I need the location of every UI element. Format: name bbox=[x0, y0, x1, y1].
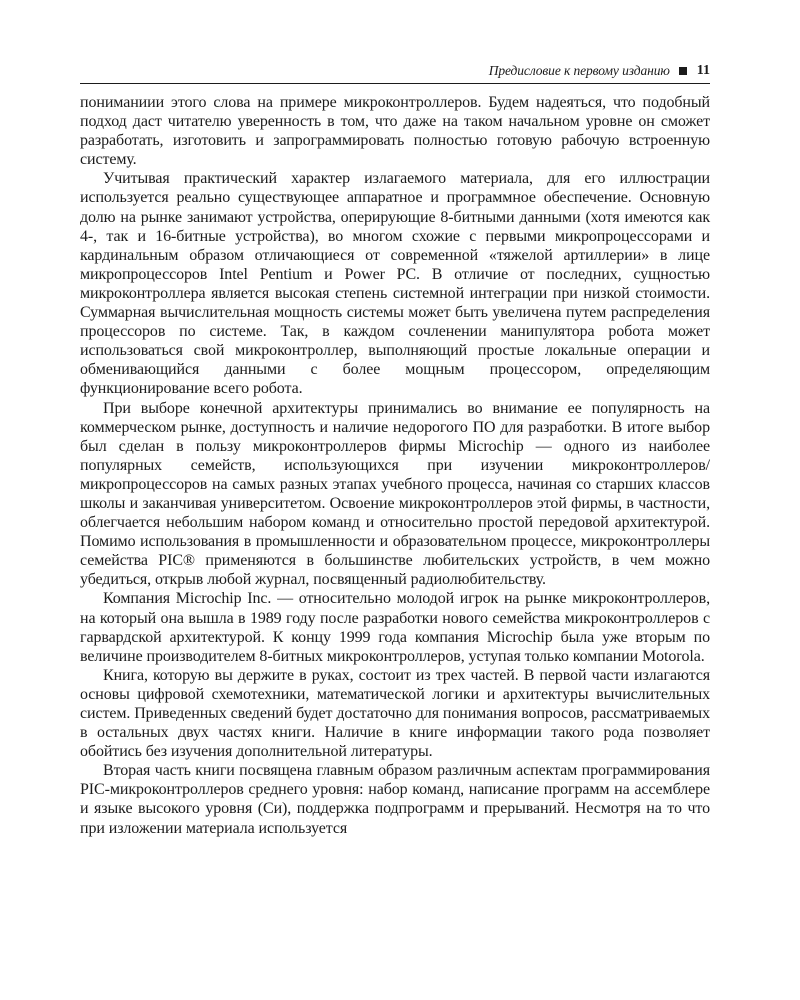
paragraph: Компания Microchip Inc. — относительно молодой игрок на рынке микроконтроллеров, на который она вышла в 1989 году после разработки нового семейства микроконтроллеров с гарвардской архитектурой. К концу 1999 года компания Microchip была уже вторым по величине производителем 8-битных микроконтроллеров, уступая только компании Motorola. bbox=[80, 590, 710, 665]
page-number: 11 bbox=[696, 63, 710, 78]
header-rule bbox=[80, 83, 710, 84]
paragraph: Учитывая практический характер излагаемого материала, для его иллюстрации используется реально существующее аппаратное и программное обеспечение. Основную долю на рынке занимают устройства, оперирующие 8-битными данными (хотя имеются как 4-, так и 16-битные устройства), во многом схожие с первыми микропроцессорами и кардинальным образом отличающиеся от современной «тяжелой артиллерии» в лице микропроцессоров Intel Pentium и Power PC. В отличие от последних, сущностью микроконтроллера является высокая степень системной интеграции при низкой стоимости. Суммарная вычислительная мощность системы может быть увеличена путем распределения процессоров по системе. Так, в каждом сочленении манипулятора робота может использоваться свой микроконтроллер, выполняющий простые локальные операции и обменивающийся данными с более мощным процессором, определяющим функционирование всего робота. bbox=[80, 170, 710, 398]
square-bullet-icon bbox=[679, 67, 687, 75]
body-text bbox=[80, 93, 710, 838]
paragraph: пониманиии этого слова на примере микроконтроллеров. Будем надеяться, что подобный подход даст читателю уверенность в том, что даже на таком начальном уровне он сможет разработать, изготовить и запрограммировать полностью готовую рабочую встроенную систему. bbox=[80, 94, 710, 169]
paragraph: Книга, которую вы держите в руках, состоит из трех частей. В первой части излагаются основы цифровой схемотехники, математической логики и архитектуры вычислительных систем. Приведенных сведений будет достаточно для понимания вопросов, рассматриваемых в остальных двух частях книги. Наличие в книге информации такого рода позволяет обойтись без изучения дополнительной литературы. bbox=[80, 666, 710, 761]
paragraph: При выборе конечной архитектуры принимались во внимание ее популярность на коммерческом рынке, доступность и наличие недорогого ПО для разработки. В итоге выбор был сделан в пользу микроконтроллеров фирмы Microchip — одного из наиболее популярных семейств, использующихся при изучении микроконтроллеров/микропроцессоров на самых разных этапах учебного процесса, начиная со старших классов школы и заканчивая университетом. Освоение микроконтроллеров этой фирмы, в частности, облегчается небольшим набором команд и относительно простой передовой архитектурой. Помимо использования в промышленности и образовательном процессе, микроконтроллеры семейства PIC® применяются в большинстве любительских устройств, в чем можно убедиться, открыв любой журнал, посвященный радиолюбительству. bbox=[80, 399, 710, 589]
running-head-title: Предисловие к первому изданию bbox=[488, 63, 670, 78]
running-head bbox=[80, 60, 710, 82]
paragraph: Вторая часть книги посвящена главным образом различным аспектам программирования PIC-микроконтроллеров среднего уровня: набор команд, написание программ на ассемблере и языке высокого уровня (Си), поддержка подпрограмм и прерываний. Несмотря на то что при изложении материала используется bbox=[80, 762, 710, 837]
